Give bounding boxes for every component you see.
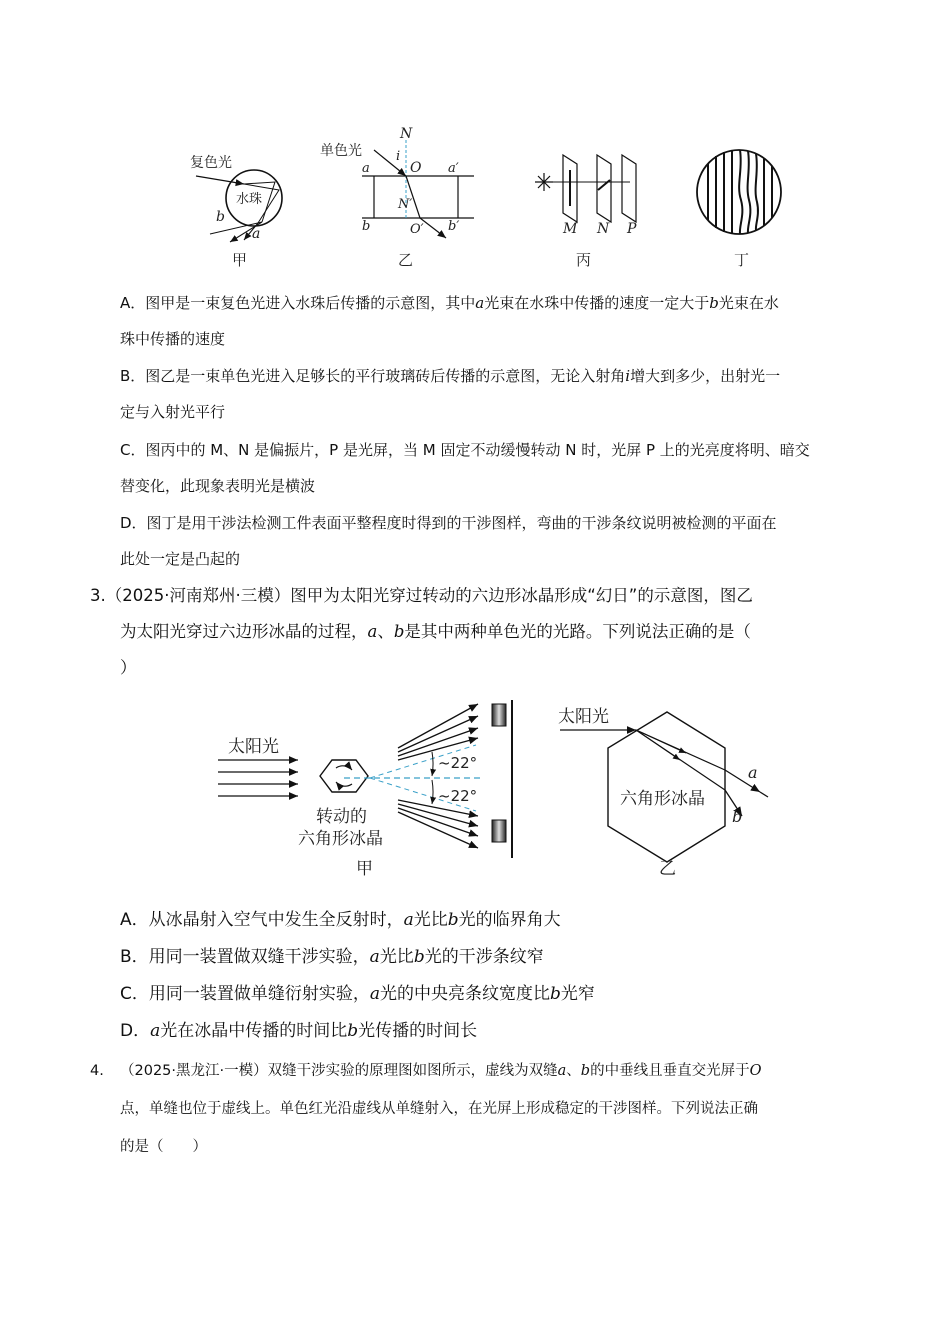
q3-option-b-mid: 光比 [379,947,414,967]
stem-line-2-end: 是其中两种单色光的光路。下列说法正确的是（ [404,622,751,641]
screen-P [622,155,636,222]
label-ray-b: b [216,209,225,225]
var-a: a [557,1063,567,1079]
label-ray-a: a [748,763,758,782]
option-d-text: D．图丁是用干涉法检测工件表面平整程度时得到的干涉图样，弯曲的干涉条纹说明被检测的平面在 [120,514,777,532]
stem-line-1: （2025·黑龙江·一模）双缝干涉实验的原理图如图所示，虚线为双缝 [120,1063,558,1079]
var-i: i [625,367,631,385]
option-a-line-2: 珠中传播的速度 [120,330,226,348]
caption-yi: 乙 [659,859,676,879]
upper-rays [398,704,478,760]
incident-ray [374,150,406,176]
parhelion-top [492,704,506,726]
label-P: P [627,221,637,237]
label-a: a [362,161,370,176]
var-b: b [709,294,719,312]
option-d-line-2: 此处一定是凸起的 [120,550,241,568]
label-hex-crystal-yi: 六角形冰晶 [620,789,705,809]
stem-sep: 、 [377,622,394,641]
light-source-icon [535,173,553,191]
option-b-line-2: 定与入射光平行 [120,403,226,421]
var-a: a [150,1021,161,1041]
q3-option-c-text: C．用同一装置做单缝衍射实验， [120,984,370,1004]
var-O: O [749,1063,762,1079]
option-a-text: A．图甲是一束复色光进入水珠后传播的示意图，其中 [120,294,476,312]
label-a-prime: a′ [448,161,459,176]
hex-crystal [608,712,725,862]
option-b-text: B．图乙是一束单色光进入足够长的平行玻璃砖后传播的示意图，无论入射角 [120,367,626,385]
stem-line-1-mid: 的中垂线且垂直交光屏于 [590,1063,750,1079]
q3-option-d-end: 光传播的时间长 [358,1021,478,1041]
option-a-text-3: 光束在水 [718,294,779,312]
var-b: b [447,910,459,930]
question-4-stem [90,1052,870,1166]
q3-option-b[interactable] [120,942,544,972]
stem-line-3: 的是（ ） [120,1139,207,1155]
label-b-prime: b′ [448,219,460,234]
label-N-prime: N′ [398,197,413,212]
q3-option-c-end: 光窄 [560,984,595,1004]
option-d[interactable] [120,505,870,577]
angle-bottom: ~22° [438,787,478,805]
label-N: N [400,126,413,142]
var-a: a [369,984,381,1004]
caption-ding: 丁 [734,251,750,269]
stem-line-3: ） [120,658,137,677]
var-b: b [393,622,405,641]
stem-line-2: 为太阳光穿过六边形冰晶的过程， [120,622,368,641]
q3-option-d-mid: 光在冰晶中传播的时间比 [160,1021,348,1041]
var-b: b [580,1063,591,1079]
q3-option-a-mid: 光比 [413,910,448,930]
label-sunlight: 太阳光 [228,737,279,757]
option-c[interactable] [120,432,870,504]
label-i: i [396,149,401,164]
option-c-line-2: 替变化，此现象表明光是横波 [120,477,316,495]
incident-ray [196,176,244,184]
rotating-crystal [320,760,368,792]
figure-yi-glass-block [320,126,474,269]
caption-jia: 甲 [232,251,248,269]
label-ray-a: a [252,226,261,242]
stem-line-1: （2025·河南郑州·三模）图甲为太阳光穿过转动的六边形冰晶形成“幻日”的示意图，图乙 [105,586,753,605]
stem-line-2: 点，单缝也位于虚线上。单色红光沿虚线从单缝射入，在光屏上形成稳定的干涉图样。下列说法正确 [120,1101,758,1117]
caption-jia: 甲 [356,859,373,879]
label-M: M [563,221,578,237]
label-water-drop: 水珠 [236,192,263,207]
figure-jia-parhelion [218,700,512,879]
label-mono-light: 单色光 [320,143,362,159]
figure-parhelion [0,690,950,885]
option-a[interactable] [120,285,870,357]
var-a: a [475,294,485,312]
parhelion-bottom [492,820,506,842]
q3-option-c[interactable] [120,979,595,1009]
var-a: a [367,622,378,641]
label-N-polarizer: N [597,221,610,237]
angle-top: ~22° [438,754,478,772]
q3-option-b-text: B．用同一装置做双缝干涉实验， [120,947,370,967]
figure-row-optics [0,110,950,280]
label-O-prime: O′ [410,222,424,237]
label-complex-light: 复色光 [190,155,232,171]
figure-yi-hex-crystal [558,707,768,879]
caption-bing: 丙 [576,251,592,269]
caption-yi: 乙 [398,251,414,269]
var-a: a [403,910,414,930]
question-number: 4. [90,1063,104,1079]
question-3-stem [90,578,870,686]
var-b: b [413,947,425,967]
figure-jia-water-drop [190,154,282,269]
q3-option-a-end: 光的临界角大 [458,910,561,930]
option-c-text: C．图丙中的 M、N 是偏振片，P 是光屏，当 M 固定不动缓慢转动 N 时，光屏 P 上的光亮度将明、暗交 [120,441,810,459]
label-O: O [410,160,422,176]
option-a-text-2: 光束在水珠中传播的速度一定大于 [484,294,710,312]
label-hex-crystal: 六角形冰晶 [298,829,383,849]
label-sunlight-yi: 太阳光 [558,707,609,727]
var-b: b [347,1021,359,1041]
label-rotating: 转动的 [316,807,367,827]
var-a: a [369,947,380,967]
figure-ding-interference [697,150,781,269]
option-b-text-2: 增大到多少，出射光一 [630,367,781,385]
q3-option-d[interactable] [120,1016,477,1046]
q3-option-a[interactable] [120,905,561,935]
var-b: b [550,984,561,1004]
lower-rays [398,800,478,848]
label-ray-b: b [732,807,743,826]
stem-sep: 、 [566,1063,581,1079]
figure-bing-polarizers [535,155,637,269]
q3-option-c-mid: 光的中央亮条纹宽度比 [380,984,551,1004]
q3-option-a-text: A．从冰晶射入空气中发生全反射时， [120,910,404,930]
q3-option-b-end: 光的干涉条纹窄 [424,947,544,967]
q3-option-d-text: D． [120,1021,151,1041]
question-number: 3. [90,586,106,605]
option-b[interactable] [120,358,870,430]
label-b: b [362,219,371,234]
